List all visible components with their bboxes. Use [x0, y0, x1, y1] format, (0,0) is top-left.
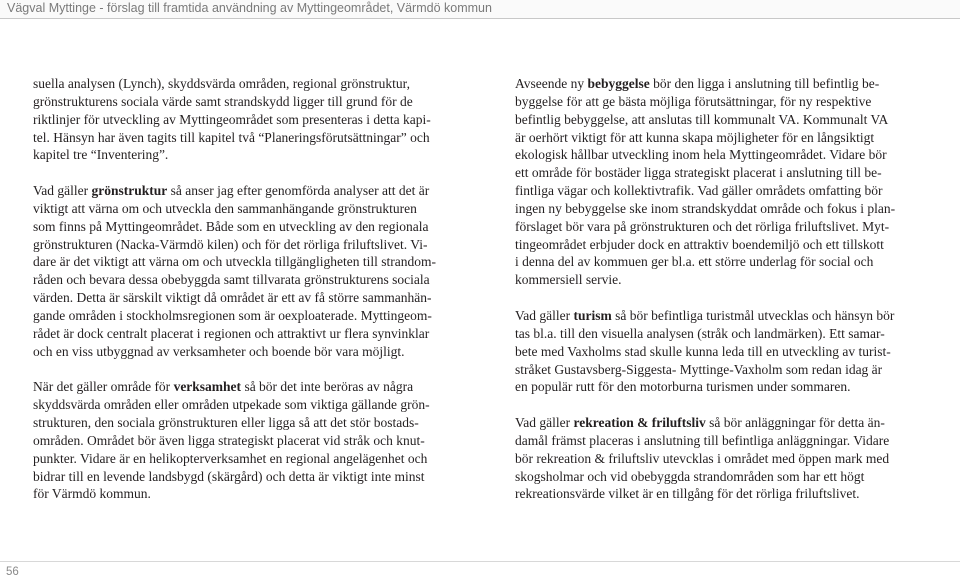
text-line: stråket Gustavsberg-Siggesta- Myttinge-Vaxholm som redan idag är — [515, 361, 883, 377]
keyword-verksamhet: verksamhet — [173, 379, 242, 395]
text-line: strukturen, den sociala grönstrukturen eller ligga så att det stör bostads- — [33, 415, 419, 431]
page-header — [0, 0, 960, 19]
text-line: bidrar till en levende landsbygd (skärgård) och detta är viktigt inte minst — [33, 468, 425, 484]
text-segment: Avseende ny — [515, 76, 588, 91]
paragraph-gronstruktur — [33, 182, 473, 360]
text-line: tel. Hänsyn har även tagits till kapitel två “Planeringsförutsättningar” och — [33, 129, 430, 145]
paragraph-turism — [515, 307, 930, 396]
text-line: fintliga vägar och kollektivtrafik. Vad gäller områdets omfatting bör — [515, 183, 883, 199]
text-line: viktigt att värna om och utveckla den sammanhängande grönstrukturen — [33, 200, 417, 216]
text-segment: så bör det inte beröras av några — [241, 379, 414, 395]
text-line: suella analysen (Lynch), skyddsvärda områden, regional grönstruktur, — [33, 76, 410, 91]
text-line: områden. Området bör även ligga strategiskt placerat vid stråk och knut- — [33, 432, 425, 448]
text-segment: så bör befintliga turistmål utvecklas och hänsyn bör — [611, 307, 895, 323]
left-column — [33, 75, 473, 503]
keyword-turism: turism — [573, 307, 612, 323]
text-line: som finns på Myttingeområdet. Både som en utveckling av den regionala — [33, 218, 429, 234]
paragraph-bebyggelse — [515, 75, 930, 289]
text-line: bete med Vaxholms stad skulle kunna leda till en utveckling av turist- — [515, 343, 891, 359]
text-segment: så bör anläggningar för detta än- — [705, 415, 885, 431]
text-segment: så anser jag efter genomförda analyser att det är — [167, 183, 430, 199]
text-segment: Vad gäller — [33, 183, 92, 199]
text-line — [515, 75, 930, 93]
text-line: bör rekreation & friluftsliv utevcklas i området med öppen mark med — [515, 450, 890, 466]
text-line: tingeområdet erbjuder dock en attraktiv boendemiljö och ett tillskott — [515, 236, 884, 252]
text-segment: Vad gäller — [515, 307, 574, 323]
text-segment: När det gäller område för — [33, 379, 174, 395]
text-line: kapitel tre “Inventering”. — [33, 147, 169, 163]
text-line: råden och bevara dessa obebyggda samt tillvarata grönstrukturens sociala — [33, 272, 430, 288]
text-line: byggelse för att ge bästa möjliga förutsättningar, för ny respektive — [515, 93, 872, 109]
text-line: för Värmdö kommun. — [33, 486, 151, 502]
text-line: tas bl.a. till den visuella analysen (stråk och landmärken). Ett samar- — [515, 325, 885, 341]
text-line: kommersiell servie. — [515, 272, 622, 288]
text-line: rådet är dock centralt placerat i regionen och attraktivt ur flera synvinklar — [33, 325, 430, 341]
paragraph-rekreation — [515, 414, 930, 503]
text-line: punkter. Vidare är en helikopterverksamhet en regional angelägenhet och — [33, 450, 428, 466]
text-line — [515, 414, 930, 432]
text-line — [33, 378, 473, 396]
keyword-rekreation: rekreation & friluftsliv — [573, 415, 706, 431]
text-line: riktlinjer för utveckling av Myttingeområdet som presenteras i detta kapi- — [33, 111, 431, 127]
keyword-bebyggelse: bebyggelse — [587, 76, 650, 91]
text-line: skogsholmar och vid obebyggda strandområden som har ett högt — [515, 468, 865, 484]
text-line: dare är det viktigt att värna om och utveckla tillgängligheten till strandom- — [33, 254, 437, 270]
text-line: damål främst placeras i anslutning till befintliga anläggningar. Vidare — [515, 432, 890, 448]
text-line: och en viss utbyggnad av verksamheter och boende bör vara möjligt. — [33, 343, 405, 359]
document-title: Vägval Myttinge - förslag till framtida användning av Myttingeområdet, Värmdö kommun — [7, 1, 492, 15]
keyword-gronstruktur: grönstruktur — [91, 183, 168, 199]
text-line: grönstrukturen (Nacka-Värmdö kilen) och för det rörliga friluftslivet. Vi- — [33, 236, 428, 252]
text-line: värden. Detta är särskilt viktigt då området är ett av få större sammanhän- — [33, 290, 432, 306]
text-line: gande områden i stockholmsregionen som är oexploaterade. Myttingeom- — [33, 307, 432, 323]
text-line: förslaget bör vara på grönstrukturen och det rörliga friluftslivet. Myt- — [515, 218, 890, 234]
text-line: ett område för bostäder ligga strategiskt placerat i anslutning till be- — [515, 165, 882, 181]
text-segment: bör den ligga i anslutning till befintlig be- — [649, 76, 880, 91]
page-number: 56 — [6, 566, 19, 578]
text-line: ingen ny bebyggelse ske inom strandskyddat område och fokus i plan- — [515, 200, 896, 216]
paragraph-verksamhet — [33, 378, 473, 503]
footer-divider — [0, 561, 960, 562]
right-column — [515, 75, 930, 503]
text-line: ekologisk hållbar utveckling inom hela Myttingeområdet. Vidare bör — [515, 147, 887, 163]
text-line: rekreationsvärde vilket är en tillgång för det rörliga friluftslivet. — [515, 486, 860, 502]
text-line: en populär rutt för den motorburna turismen under sommaren. — [515, 379, 851, 395]
paragraph-intro — [33, 75, 473, 164]
text-line: skyddsvärda områden eller områden utpekade som viktiga gällande grön- — [33, 397, 430, 413]
text-line: befintlig bebyggelse, att anslutas till kommunalt VA. Kommunalt VA — [515, 111, 889, 127]
text-line — [515, 307, 930, 325]
text-line: grönstrukturens sociala värde samt strandskydd ligger till grund för de — [33, 93, 413, 109]
text-line: i denna del av kommuen ger bl.a. ett större underlag för social och — [515, 254, 874, 270]
text-segment: Vad gäller — [515, 415, 574, 431]
text-line — [33, 182, 473, 200]
text-line: är oerhört viktigt för att kunna skapa möjligheter för en långsiktigt — [515, 129, 875, 145]
